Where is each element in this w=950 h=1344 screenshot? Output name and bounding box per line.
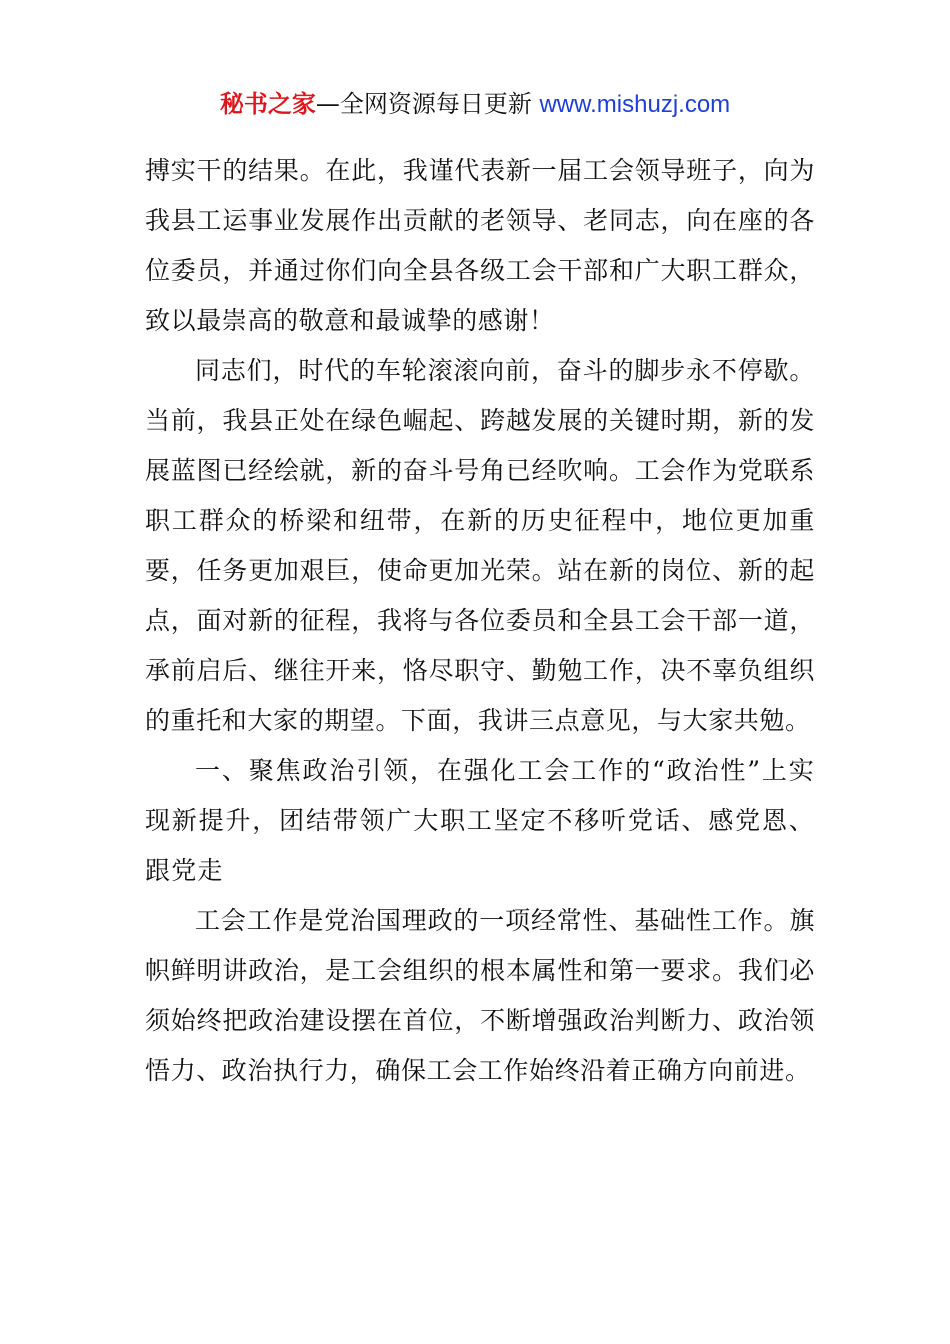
paragraph: 工会工作是党治国理政的一项经常性、基础性工作。旗帜鲜明讲政治，是工会组织的根本属性和第一要求。我们必须始终把政治建设摆在首位，不断增强政治判断力、政治领悟力、政治执行力，确保工会工作始终沿着正确方向前进。: [145, 906, 815, 1085]
site-brand: 秘书之家: [219, 90, 316, 118]
document-body: [145, 146, 815, 1096]
paragraph-continued: 搏实干的结果。在此，我谨代表新一届工会领导班子，向为我县工运事业发展作出贡献的老领导、老同志，向在座的各位委员，并通过你们向全县各级工会干部和广大职工群众，致以最崇高的敬意和最诚挚的感谢！: [145, 156, 815, 335]
site-url-link[interactable]: www.mishuzj.com: [539, 91, 731, 118]
site-tagline: —全网资源每日更新: [315, 90, 540, 118]
paragraph: 同志们，时代的车轮滚滚向前，奋斗的脚步永不停歇。当前，我县正处在绿色崛起、跨越发展的关键时期，新的发展蓝图已经绘就，新的奋斗号角已经吹响。工会作为党联系职工群众的桥梁和纽带，在新的历史征程中，地位更加重要，任务更加艰巨，使命更加光荣。站在新的岗位、新的起点，面对新的征程，我将与各位委员和全县工会干部一道，承前启后、继往开来，恪尽职守、勤勉工作，决不辜负组织的重托和大家的期望。下面，我讲三点意见，与大家共勉。: [145, 356, 815, 735]
site-header: [0, 86, 950, 123]
section-heading: 一、聚焦政治引领，在强化工会工作的“政治性”上实现新提升，团结带领广大职工坚定不移听党话、感党恩、跟党走: [145, 756, 815, 885]
